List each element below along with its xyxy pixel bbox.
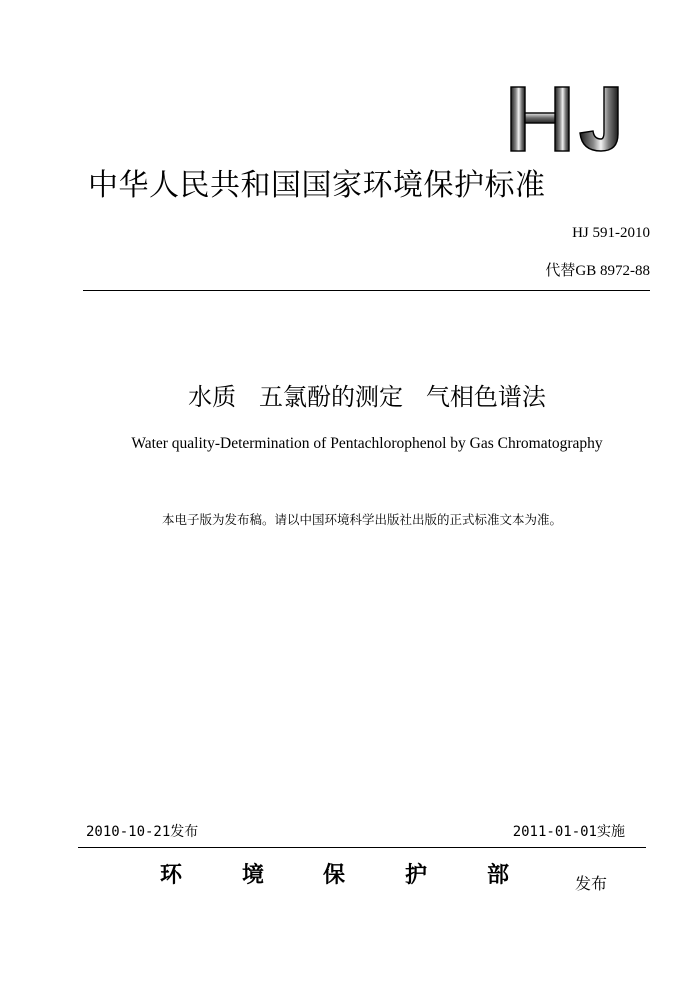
- title-chinese: 水质 五氯酚的测定 气相色谱法: [188, 383, 546, 411]
- top-divider: [83, 290, 650, 291]
- issuer-label: 发布: [575, 874, 608, 893]
- ministry-char: 保: [323, 863, 346, 888]
- edition-notice: 本电子版为发布稿。请以中国环境科学出版社出版的正式标准文本为准。: [161, 512, 562, 527]
- ministry-char: 环: [160, 863, 183, 888]
- ministry-char: 境: [242, 863, 265, 888]
- standard-number: HJ 591-2010: [572, 225, 650, 241]
- title-english: Water quality-Determination of Pentachlorophenol by Gas Chromatography: [131, 435, 603, 452]
- org-title: 中华人民共和国国家环境保护标准: [88, 168, 546, 203]
- replaces-standard: 代替GB 8972-88: [545, 263, 650, 279]
- issue-date: 2010-10-21发布: [86, 824, 199, 840]
- effective-date: 2011-01-01实施: [512, 824, 625, 840]
- bottom-divider: [78, 847, 646, 848]
- ministry-char: 护: [405, 863, 428, 888]
- hj-logo: [508, 84, 628, 154]
- ministry-char: 部: [487, 863, 510, 888]
